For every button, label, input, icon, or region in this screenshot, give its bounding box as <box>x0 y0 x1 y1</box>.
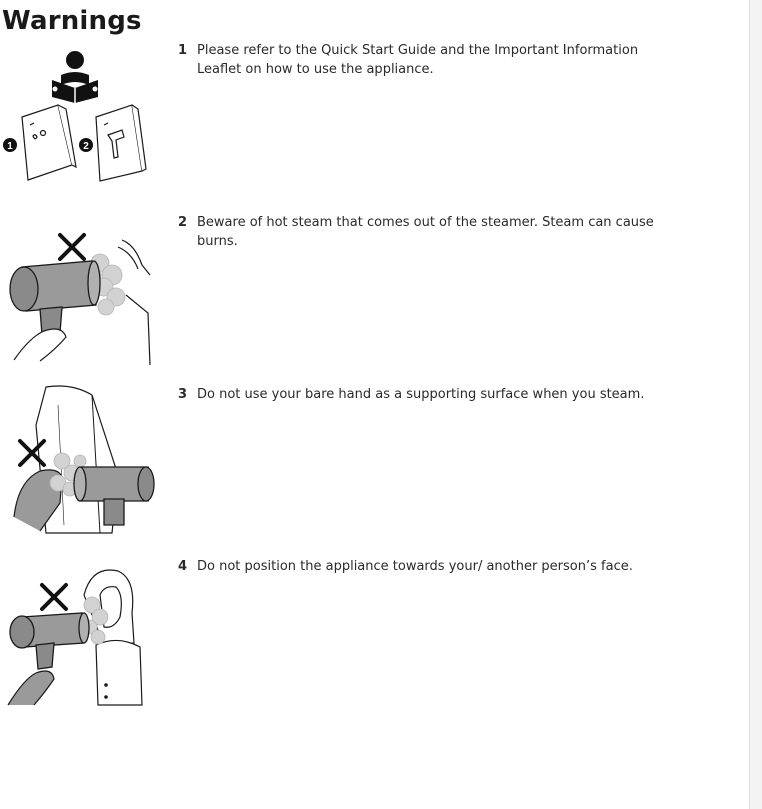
warning-text: Beware of hot steam that comes out of the steamer. Steam can cause burns. <box>197 215 654 249</box>
warning-item-2 <box>178 213 677 251</box>
warning-item-3 <box>178 385 677 404</box>
warning-text: Do not position the appliance towards your/ another person’s face. <box>197 559 633 574</box>
booklet-2-icon <box>96 105 146 181</box>
reading-person-icon <box>52 51 98 103</box>
warning-text: Do not use your bare hand as a supporting surface when you steam. <box>197 387 645 402</box>
cross-icon <box>60 235 84 259</box>
figure-label-2: 2 <box>83 141 89 152</box>
figure-label-1: 1 <box>7 141 13 152</box>
holding-hand-icon <box>14 329 66 361</box>
warning-number: 3 <box>178 387 188 402</box>
cross-icon <box>42 585 66 609</box>
warning-item-4 <box>178 557 677 576</box>
page-title: Warnings <box>2 6 142 36</box>
booklet-1-icon <box>22 105 76 180</box>
warning-number: 4 <box>178 559 188 574</box>
warning-item-1 <box>178 41 677 79</box>
illustration-bare-hand <box>0 385 155 535</box>
warning-text: Please refer to the Quick Start Guide and the Important Information Leaflet on how to use the appliance. <box>197 43 639 77</box>
warning-number: 1 <box>178 43 188 58</box>
scrollbar-track[interactable] <box>749 0 762 809</box>
warning-number: 2 <box>178 215 188 230</box>
holding-hand-icon <box>8 671 54 705</box>
illustration-hot-steam <box>0 225 155 365</box>
illustration-read-manual <box>0 45 150 185</box>
steamer-icon <box>10 261 100 335</box>
illustration-face <box>0 565 155 710</box>
steamer-icon <box>10 613 89 669</box>
